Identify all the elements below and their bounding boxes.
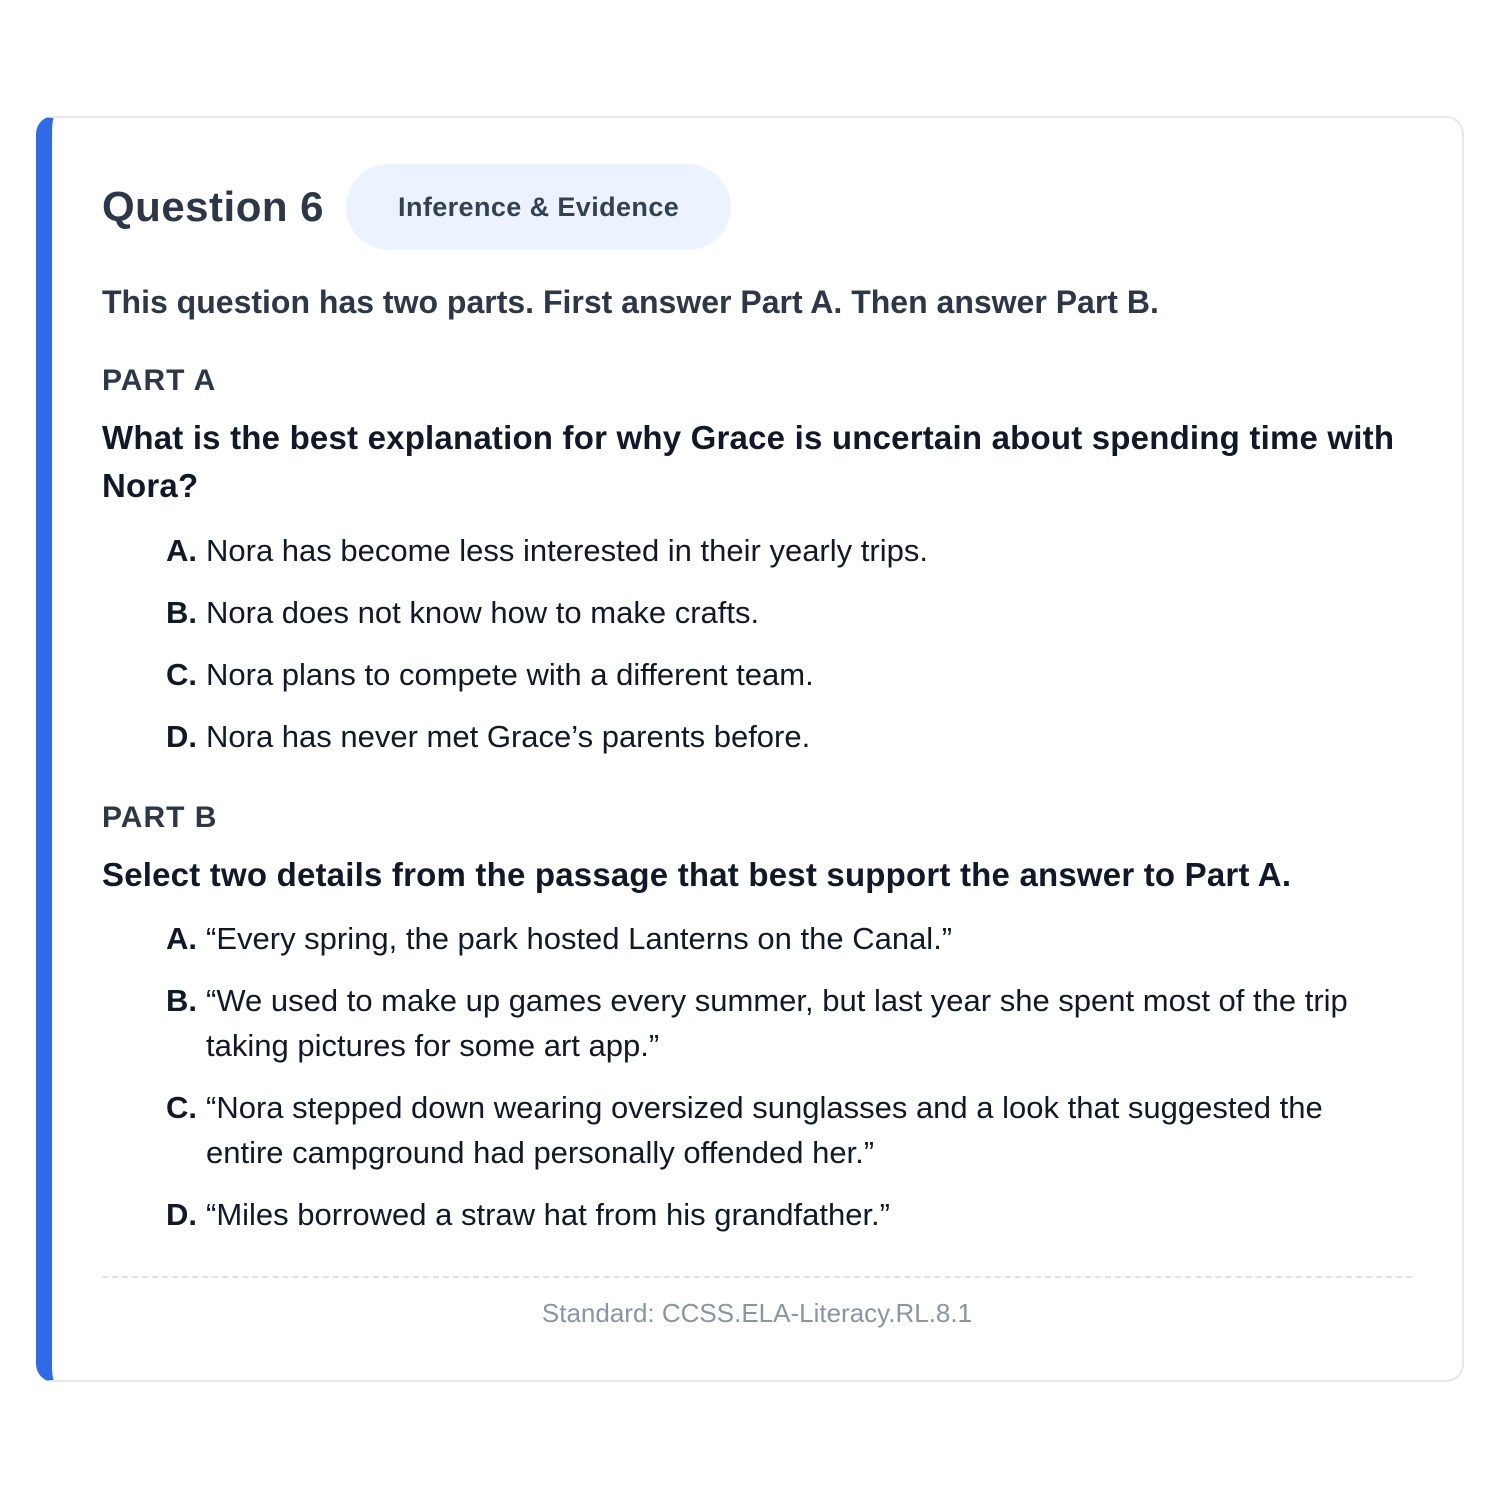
- option-text: Nora has become less interested in their yearly trips.: [206, 533, 928, 568]
- part-a-option-a[interactable]: [166, 528, 1406, 573]
- part-a-option-c[interactable]: [166, 652, 1406, 697]
- option-letter: A.: [166, 533, 197, 568]
- part-a-options: [166, 528, 1406, 759]
- part-a-option-b[interactable]: [166, 590, 1406, 635]
- option-text: “Miles borrowed a straw hat from his grandfather.”: [206, 1197, 890, 1232]
- part-a-prompt: What is the best explanation for why Grace is uncertain about spending time with Nora?: [102, 419, 1395, 504]
- option-letter: B.: [166, 595, 197, 630]
- option-text: Nora plans to compete with a different team.: [206, 657, 814, 692]
- option-text: Nora does not know how to make crafts.: [206, 595, 760, 630]
- option-letter: A.: [166, 921, 197, 956]
- option-letter: D.: [166, 1197, 197, 1232]
- question-instructions: This question has two parts. First answer Part A. Then answer Part B.: [102, 284, 1159, 320]
- part-b-option-c[interactable]: [166, 1085, 1406, 1175]
- footer-divider: [102, 1276, 1412, 1278]
- part-b-option-a[interactable]: [166, 916, 1406, 961]
- question-card: [36, 116, 1464, 1382]
- part-b-label: PART B: [102, 801, 218, 834]
- part-a-label: PART A: [102, 364, 217, 397]
- skill-tag: Inference & Evidence: [346, 164, 731, 250]
- part-b-options: [166, 916, 1406, 1237]
- standard-label: Standard: CCSS.ELA-Literacy.RL.8.1: [541, 1298, 973, 1328]
- question-content: [102, 118, 1412, 1380]
- part-b-option-d[interactable]: [166, 1192, 1406, 1237]
- part-a-option-d[interactable]: [166, 714, 1406, 759]
- option-text: “Every spring, the park hosted Lanterns on the Canal.”: [206, 921, 953, 956]
- option-letter: C.: [166, 1090, 197, 1125]
- option-letter: D.: [166, 719, 197, 754]
- part-b-prompt: Select two details from the passage that best support the answer to Part A.: [102, 856, 1292, 893]
- option-text: Nora has never met Grace’s parents before.: [206, 719, 811, 754]
- option-letter: C.: [166, 657, 197, 692]
- option-letter: B.: [166, 983, 197, 1018]
- part-b-option-b[interactable]: [166, 978, 1406, 1068]
- question-title: Question 6: [102, 183, 325, 230]
- question-header: [102, 164, 731, 250]
- option-text: “Nora stepped down wearing oversized sunglasses and a look that suggested the entire campground had personally offended her.”: [206, 1090, 1323, 1170]
- option-text: “We used to make up games every summer, but last year she spent most of the trip taking pictures for some art app.”: [206, 983, 1348, 1063]
